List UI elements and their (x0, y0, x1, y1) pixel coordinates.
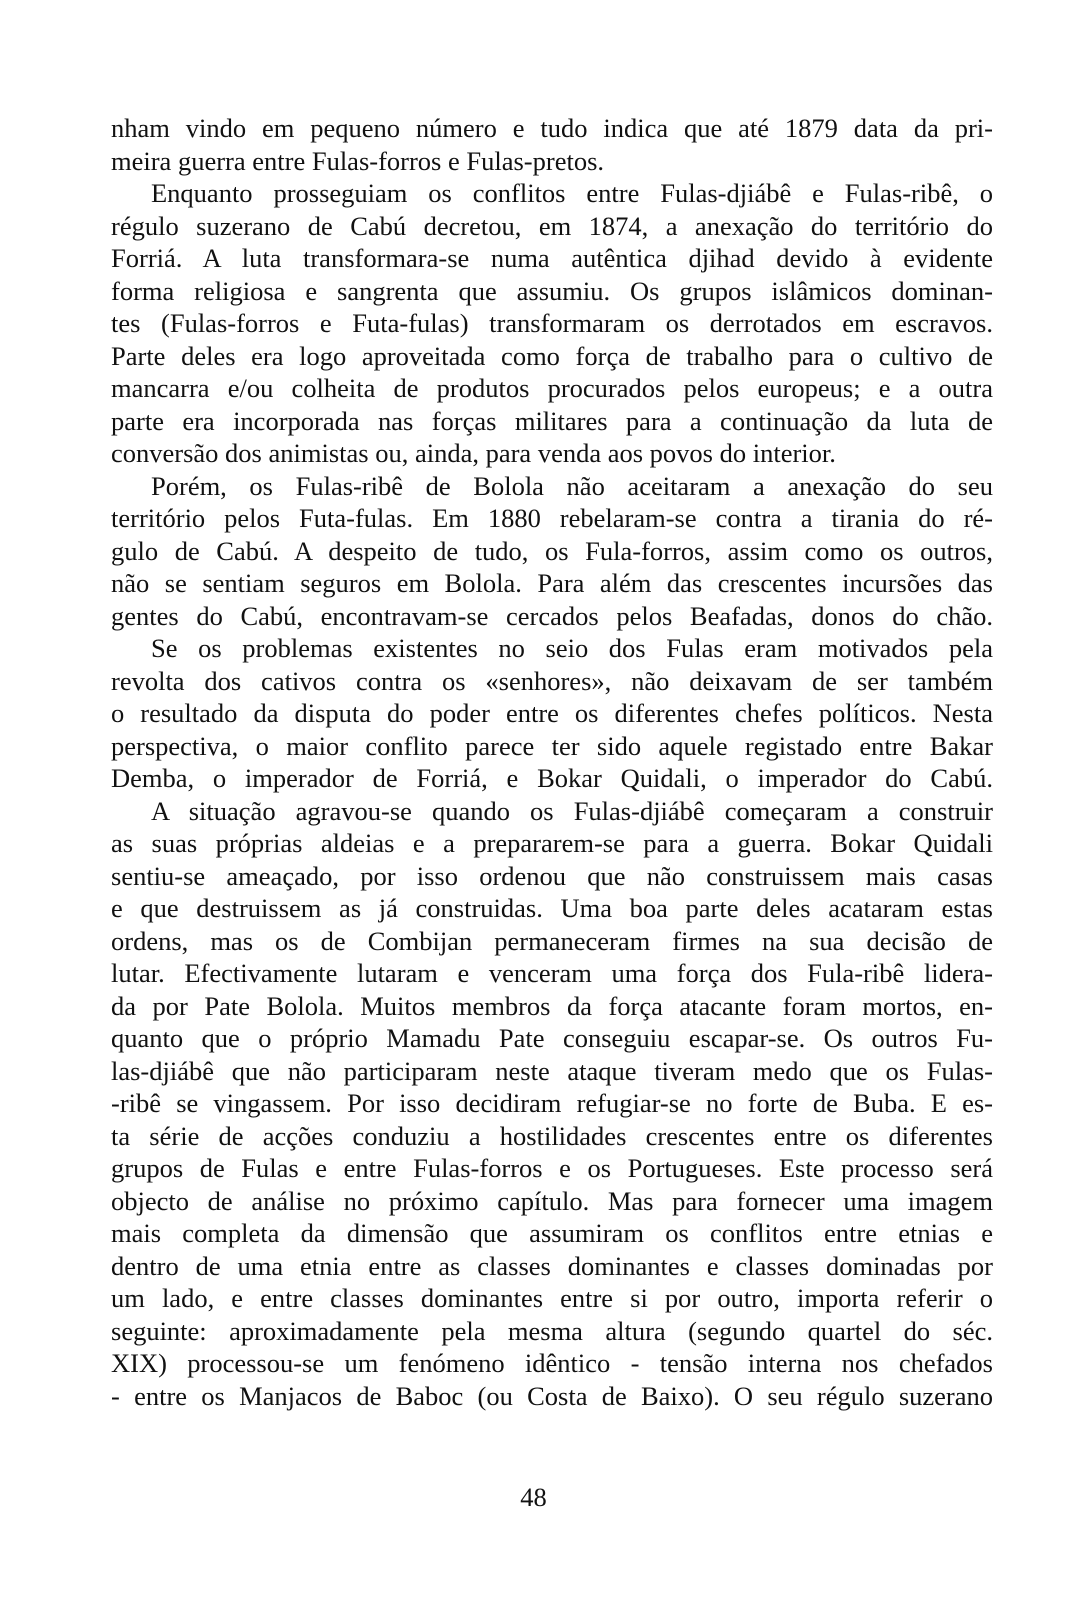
paragraph (111, 632, 993, 795)
text-line: seguinte: aproximadamente pela mesma altura (segundo quartel do séc. (111, 1315, 993, 1346)
text-line: mais completa da dimensão que assumiram os conflitos entre etnias e (111, 1218, 993, 1248)
text-line: forma religiosa e sangrenta que assumiu. Os grupos islâmicos dominan- (111, 275, 993, 306)
page-body (111, 112, 993, 1412)
text-line: gulo de Cabú. A despeito de tudo, os Fula-forros, assim como os outros, (111, 535, 993, 566)
text-line: um lado, e entre classes dominantes entre si por outro, importa referir o (111, 1283, 993, 1313)
text-line: - entre os Manjacos de Baboc (ou Costa de Baixo). O seu régulo suzerano (111, 1380, 993, 1411)
text-line: conversão dos animistas ou, ainda, para venda aos povos do interior. (111, 438, 836, 468)
text-line: não se sentiam seguros em Bolola. Para além das crescentes incursões das (111, 568, 993, 598)
text-line: dentro de uma etnia entre as classes dominantes e classes dominadas por (111, 1250, 993, 1281)
text-line: gentes do Cabú, encontravam-se cercados pelos Beafadas, donos do chão. (111, 600, 993, 631)
text-line: território pelos Futa-fulas. Em 1880 rebelaram-se contra a tirania do ré- (111, 503, 993, 533)
text-line: A situação agravou-se quando os Fulas-djiábê começaram a construir (151, 795, 993, 826)
text-line: meira guerra entre Fulas-forros e Fulas-pretos. (111, 145, 605, 176)
text-line: o resultado da disputa do poder entre os diferentes chefes políticos. Nesta (111, 698, 993, 728)
text-line: e que destruissem as já construidas. Uma boa parte deles acataram estas (111, 893, 993, 923)
text-line: Enquanto prosseguiam os conflitos entre Fulas-djiábê e Fulas-ribê, o (151, 178, 993, 208)
text-line: XIX) processou-se um fenómeno idêntico - tensão interna nos chefados (111, 1348, 993, 1378)
text-line: lutar. Efectivamente lutaram e venceram uma força dos Fula-ribê lidera- (111, 958, 993, 988)
text-line: objecto de análise no próximo capítulo. Mas para fornecer uma imagem (111, 1185, 993, 1216)
paragraph (111, 177, 993, 470)
text-line: régulo suzerano de Cabú decretou, em 1874, a anexação do território do (111, 210, 993, 241)
text-line: Se os problemas existentes no seio dos Fulas eram motivados pela (151, 633, 993, 663)
text-line: quanto que o próprio Mamadu Pate conseguiu escapar-se. Os outros Fu- (111, 1023, 993, 1053)
paragraph (111, 795, 993, 1413)
text-line: revolta dos cativos contra os «senhores», não deixavam de ser também (111, 665, 993, 696)
text-line: grupos de Fulas e entre Fulas-forros e os Portugueses. Este processo será (111, 1153, 993, 1183)
text-line: sentiu-se ameaçado, por isso ordenou que não construissem mais casas (111, 860, 993, 891)
text-line: perspectiva, o maior conflito parece ter sido aquele registado entre Bakar (111, 730, 993, 761)
text-line: Porém, os Fulas-ribê de Bolola não aceitaram a anexação do seu (151, 470, 993, 501)
text-line: tes (Fulas-forros e Futa-fulas) transformaram os derrotados em escravos. (111, 308, 993, 338)
text-line: Demba, o imperador de Forriá, e Bokar Quidali, o imperador do Cabú. (111, 763, 993, 793)
text-line: mancarra e/ou colheita de produtos procurados pelos europeus; e a outra (111, 373, 993, 403)
paragraph (111, 112, 993, 177)
text-line: ordens, mas os de Combijan permaneceram firmes na sua decisão de (111, 925, 993, 956)
text-line: ta série de acções conduziu a hostilidades crescentes entre os diferentes (111, 1120, 993, 1151)
text-line: da por Pate Bolola. Muitos membros da força atacante foram mortos, en- (111, 990, 993, 1021)
text-line: Forriá. A luta transformara-se numa autêntica djihad devido à evidente (111, 243, 993, 273)
text-line: Parte deles era logo aproveitada como força de trabalho para o cultivo de (111, 340, 993, 371)
text-line: las-djiábê que não participaram neste ataque tiveram medo que os Fulas- (111, 1055, 993, 1086)
text-line: parte era incorporada nas forças militares para a continuação da luta de (111, 405, 993, 436)
text-line: -ribê se vingassem. Por isso decidiram refugiar-se no forte de Buba. E es- (111, 1088, 993, 1118)
text-line: as suas próprias aldeias e a prepararem-se para a guerra. Bokar Quidali (111, 828, 993, 858)
text-line: nham vindo em pequeno número e tudo indica que até 1879 data da pri- (111, 113, 993, 143)
paragraph (111, 470, 993, 633)
page-number: 48 (520, 1482, 547, 1512)
